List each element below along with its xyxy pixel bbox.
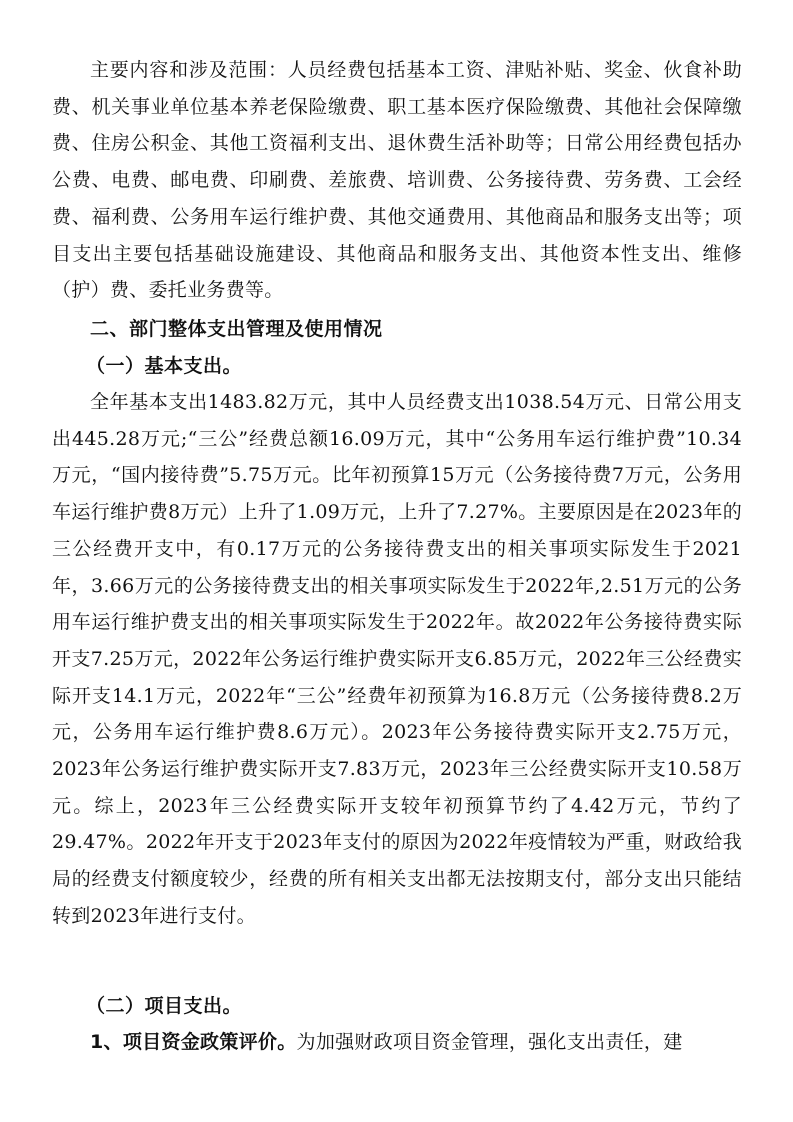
scope-paragraph: 主要内容和涉及范围：人员经费包括基本工资、津贴补贴、奖金、伙食补助费、机关事业单位基本养老保险缴费、职工基本医疗保险缴费、其他社会保障缴费、住房公积金、其他工资福利支出、退休费生活补助等；日常公用经费包括办公费、电费、邮电费、印刷费、差旅费、培训费、公务接待费、劳务费、工会经费、福利费、公务用车运行维护费、其他交通费用、其他商品和服务支出等；项目支出主要包括基础设施建设、其他商品和服务支出、其他资本性支出、维修（护）费、委托业务费等。 <box>52 59 742 302</box>
project-policy-lead: 1、项目资金政策评价。 <box>90 1031 297 1053</box>
project-policy-paragraph <box>52 1024 742 1061</box>
subsection-heading-project-expenditure: （二）项目支出。 <box>86 995 243 1017</box>
section-heading-overall-expenditure: 二、部门整体支出管理及使用情况 <box>90 318 383 340</box>
subsection-heading-basic-expenditure: （一）基本支出。 <box>86 355 243 377</box>
project-policy-text: 为加强财政项目资金管理，强化支出责任，建 <box>296 1031 683 1053</box>
basic-expenditure-paragraph: 全年基本支出1483.82万元，其中人员经费支出1038.54万元、日常公用支出445.28万元;“三公”经费总额16.09万元，其中“公务用车运行维护费”10.34万元，“国内接待费”5.75万元。比年初预算15万元（公务接待费7万元，公务用车运行维护费8万元）上升了1.09万元，上升了7.27%。主要原因是在2023年的三公经费开支中，有0.17万元的公务接待费支出的相关事项实际发生于2021年，3.66万元的公务接待费支出的相关事项实际发生于2022年,2.51万元的公务用车运行维护费支出的相关事项实际发生于2022年。故2022年公务接待费实际开支7.25万元，2022年公务运行维护费实际开支6.85万元，2022年三公经费实际开支14.1万元，2022年“三公”经费年初预算为16.8万元（公务接待费8.2万元，公务用车运行维护费8.6万元）。2023年公务接待费实际开支2.75万元，2023年公务运行维护费实际开支7.83万元，2023年三公经费实际开支10.58万元。综上，2023年三公经费实际开支较年初预算节约了4.42万元，节约了29.47%。2022年开支于2023年支付的原因为2022年疫情较为严重，财政给我局的经费支付额度较少，经费的所有相关支出都无法按期支付，部分支出只能结转到2023年进行支付。 <box>52 391 742 927</box>
